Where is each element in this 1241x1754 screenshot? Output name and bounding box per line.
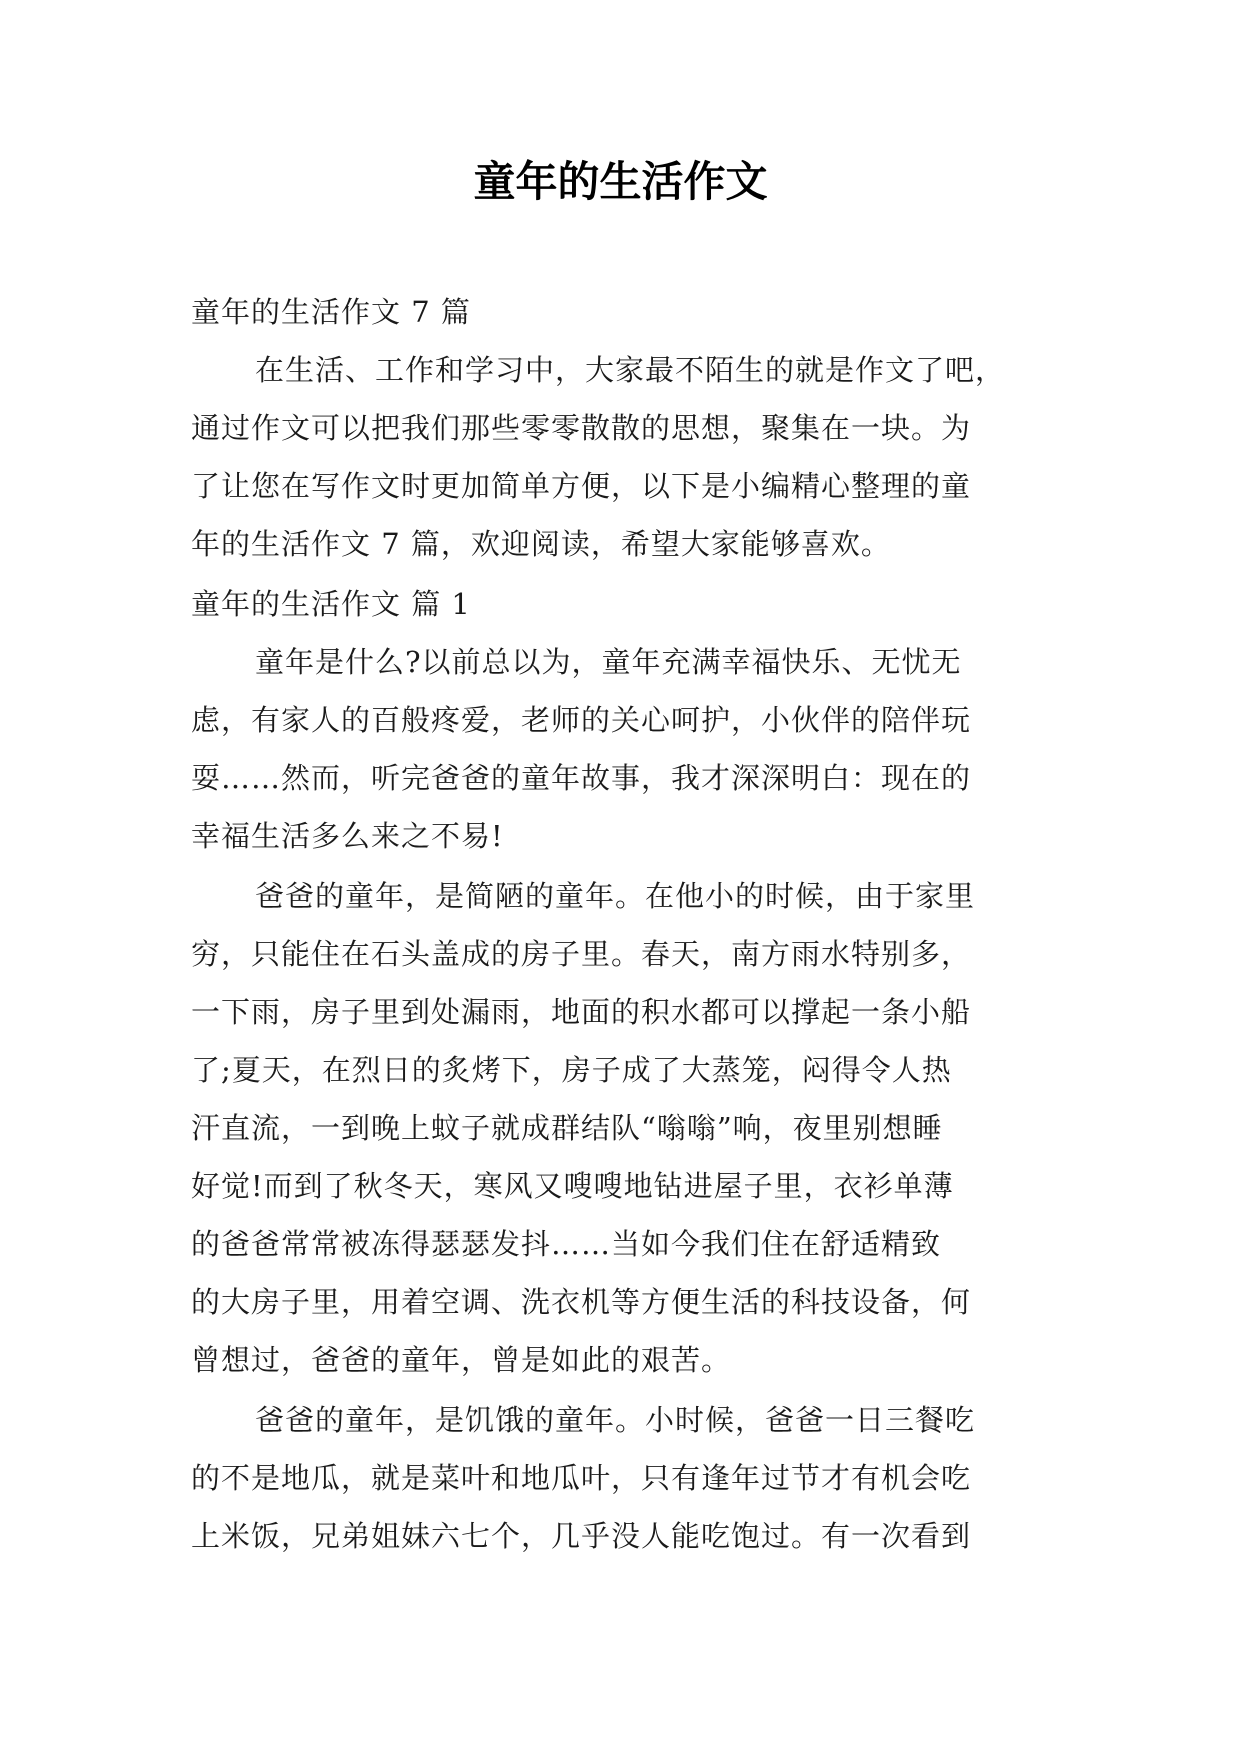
body-paragraph-3 — [191, 1391, 1051, 1565]
paragraph-line: 耍……然而，听完爸爸的童年故事，我才深深明白：现在的 — [191, 761, 972, 795]
paragraph-line: 上米饭，兄弟姐妹六七个，几乎没人能吃饱过。有一次看到 — [191, 1519, 972, 1553]
paragraph-line: 汗直流，一到晚上蚊子就成群结队“嗡嗡”响，夜里别想睡 — [191, 1111, 943, 1145]
document-body — [191, 283, 1051, 1567]
paragraph-line: 的大房子里，用着空调、洗衣机等方便生活的科技设备，何 — [191, 1285, 972, 1319]
paragraph-line: 在生活、工作和学习中，大家最不陌生的就是作文了吧， — [255, 353, 1006, 387]
paragraph-line: 爸爸的童年，是饥饿的童年。小时候，爸爸一日三餐吃 — [255, 1403, 976, 1437]
paragraph-line: 了让您在写作文时更加简单方便，以下是小编精心整理的童 — [191, 469, 972, 503]
section-heading: 童年的生活作文 篇 1 — [191, 587, 471, 621]
paragraph-line: 爸爸的童年，是简陋的童年。在他小的时候，由于家里 — [255, 879, 976, 913]
paragraph-line: 童年是什么?以前总以为，童年充满幸福快乐、无忧无 — [255, 645, 962, 679]
paragraph-line: 的爸爸常常被冻得瑟瑟发抖……当如今我们住在舒适精致 — [191, 1227, 942, 1261]
paragraph-line: 好觉!而到了秋冬天，寒风又嗖嗖地钻进屋子里，衣衫单薄 — [191, 1169, 954, 1203]
document-subtitle: 童年的生活作文 7 篇 — [191, 295, 471, 329]
intro-paragraph — [191, 341, 1051, 573]
document-title: 童年的生活作文 — [473, 157, 768, 206]
paragraph-line: 的不是地瓜，就是菜叶和地瓜叶，只有逢年过节才有机会吃 — [191, 1461, 972, 1495]
paragraph-line: 虑，有家人的百般疼爱，老师的关心呵护，小伙伴的陪伴玩 — [191, 703, 972, 737]
body-paragraph-2 — [191, 867, 1051, 1389]
paragraph-line: 一下雨，房子里到处漏雨，地面的积水都可以撑起一条小船 — [191, 995, 972, 1029]
paragraph-line: 年的生活作文 7 篇，欢迎阅读，希望大家能够喜欢。 — [191, 527, 891, 561]
paragraph-line: 了;夏天，在烈日的炙烤下，房子成了大蒸笼，闷得令人热 — [191, 1053, 952, 1087]
paragraph-line: 通过作文可以把我们那些零零散散的思想，聚集在一块。为 — [191, 411, 972, 445]
paragraph-line: 幸福生活多么来之不易! — [191, 819, 504, 853]
paragraph-line: 穷，只能住在石头盖成的房子里。春天，南方雨水特别多， — [191, 937, 972, 971]
paragraph-line: 曾想过，爸爸的童年，曾是如此的艰苦。 — [191, 1343, 732, 1377]
body-paragraph-1 — [191, 633, 1051, 865]
